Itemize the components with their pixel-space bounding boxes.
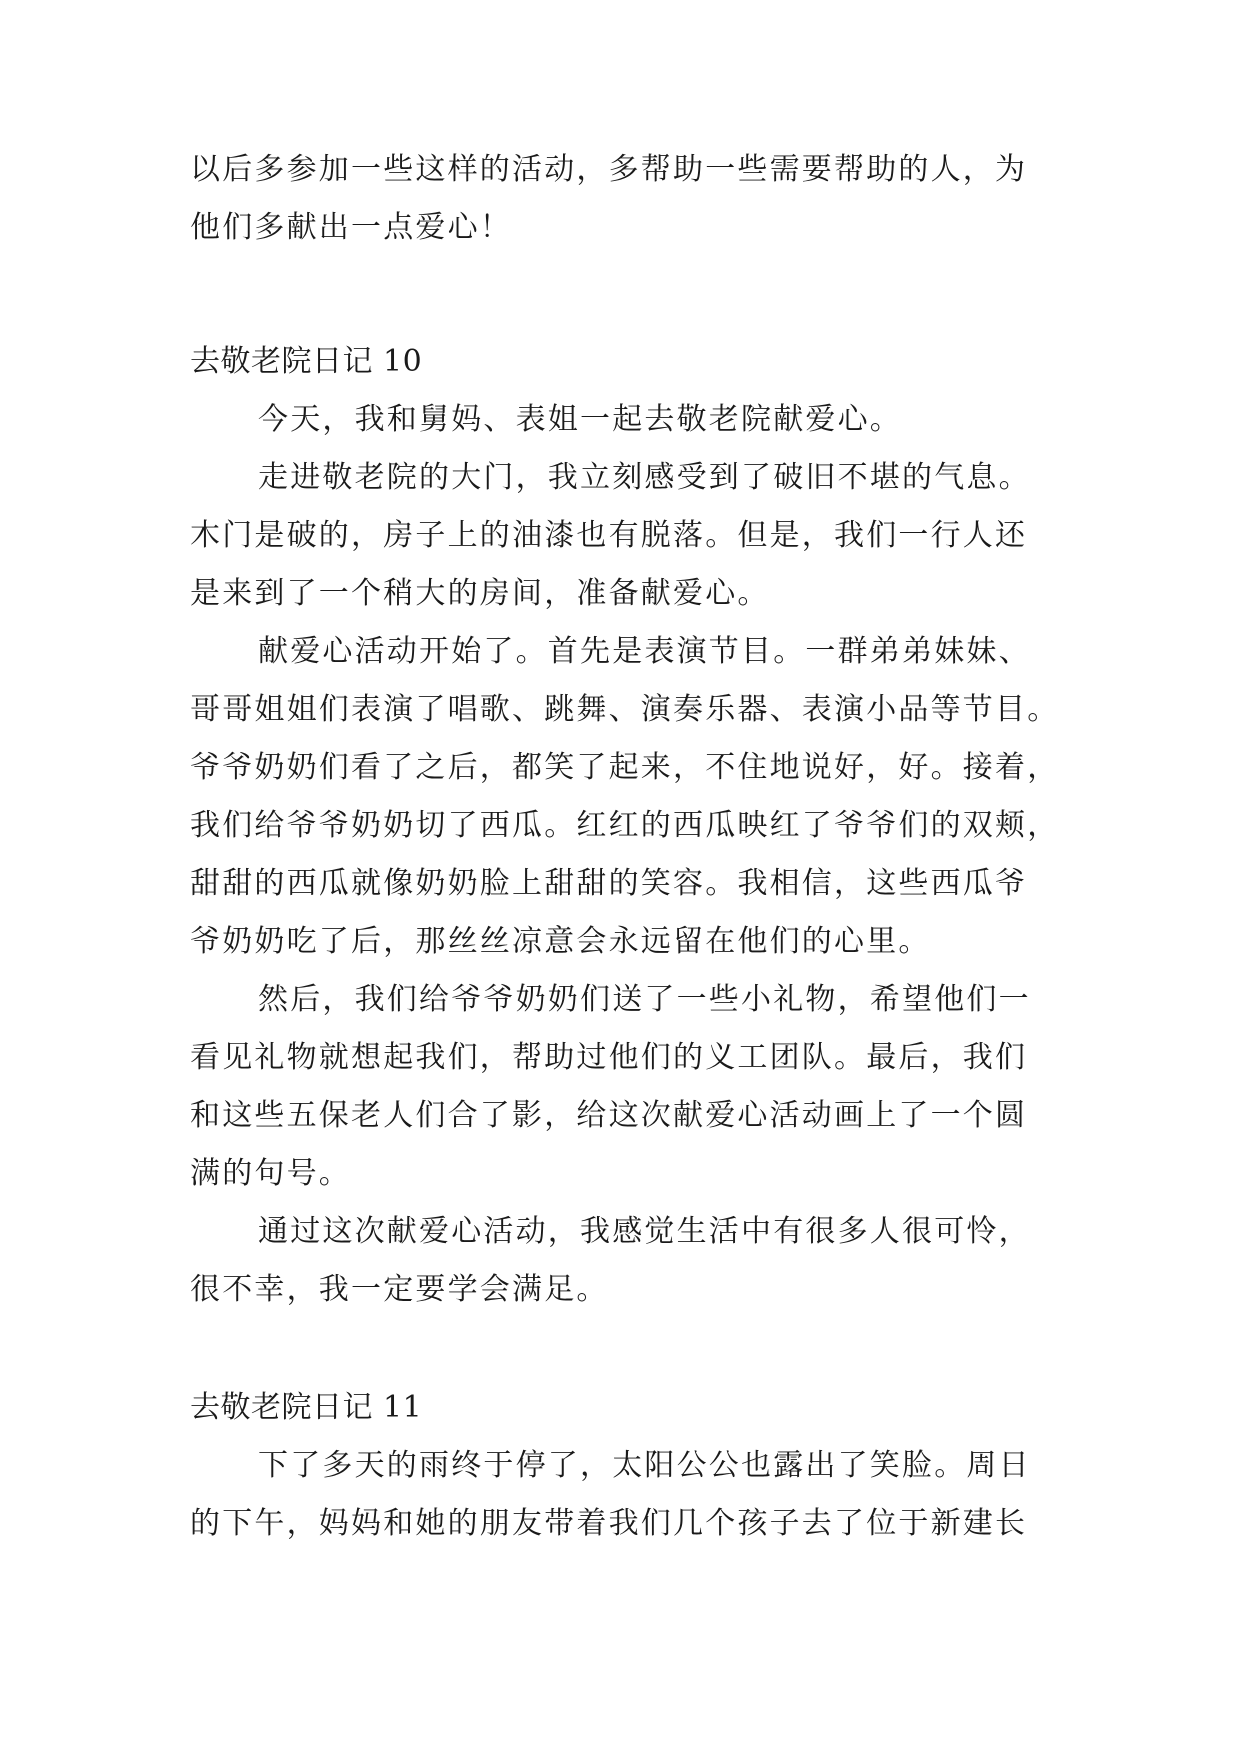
paragraph-first-line: 今天，我和舅妈、表姐一起去敬老院献爱心。 [258,402,902,437]
text-line: 甜甜的西瓜就像奶奶脸上甜甜的笑容。我相信，这些西瓜爷 [190,866,1028,901]
section-heading: 去敬老院日记 10 [190,344,423,379]
text-line: 的下午，妈妈和她的朋友带着我们几个孩子去了位于新建长 [190,1506,1028,1541]
text-line: 是来到了一个稍大的房间，准备献爱心。 [190,576,770,611]
text-line: 哥哥姐姐们表演了唱歌、跳舞、演奏乐器、表演小品等节目。 [190,692,1060,727]
section-heading: 去敬老院日记 11 [190,1390,423,1425]
paragraph-first-line: 下了多天的雨终于停了，太阳公公也露出了笑脸。周日 [258,1448,1031,1483]
paragraph-first-line: 然后，我们给爷爷奶奶们送了一些小礼物，希望他们一 [258,982,1031,1017]
text-line: 满的句号。 [190,1156,351,1191]
paragraph-first-line: 通过这次献爱心活动，我感觉生活中有很多人很可怜， [258,1214,1031,1249]
text-line: 看见礼物就想起我们，帮助过他们的义工团队。最后，我们 [190,1040,1028,1075]
text-line: 我们给爷爷奶奶切了西瓜。红红的西瓜映红了爷爷们的双颊， [190,808,1060,843]
text-line: 爷奶奶吃了后，那丝丝凉意会永远留在他们的心里。 [190,924,931,959]
text-line: 木门是破的，房子上的油漆也有脱落。但是，我们一行人还 [190,518,1028,553]
paragraph-first-line: 献爱心活动开始了。首先是表演节目。一群弟弟妹妹、 [258,634,1031,669]
text-line: 以后多参加一些这样的活动，多帮助一些需要帮助的人，为 [190,152,1028,187]
text-line: 他们多献出一点爱心！ [190,210,512,245]
text-line: 很不幸，我一定要学会满足。 [190,1272,609,1307]
text-line: 爷爷奶奶们看了之后，都笑了起来，不住地说好，好。接着， [190,750,1060,785]
paragraph-first-line: 走进敬老院的大门，我立刻感受到了破旧不堪的气息。 [258,460,1031,495]
text-line: 和这些五保老人们合了影，给这次献爱心活动画上了一个圆 [190,1098,1028,1133]
